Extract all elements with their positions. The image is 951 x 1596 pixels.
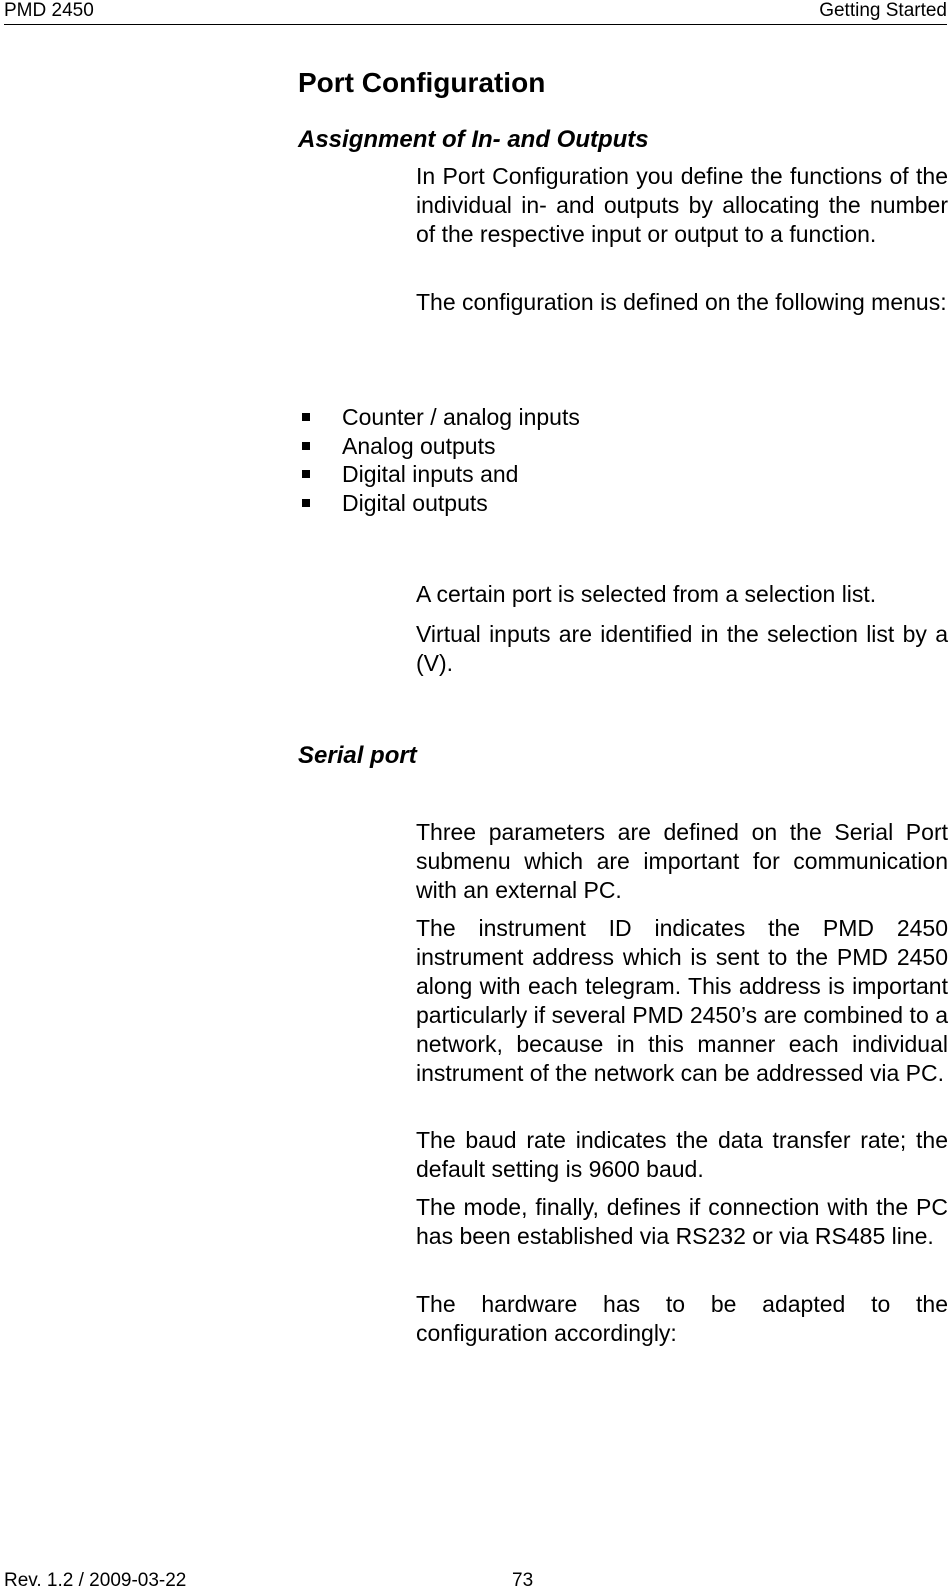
square-bullet-icon: [302, 470, 310, 478]
paragraph-serial-parameters: Three parameters are defined on the Serial Port submenu which are important for communication with an external PC.: [416, 819, 948, 903]
list-item: [300, 489, 580, 518]
paragraph-instrument-id: The instrument ID indicates the PMD 2450 instrument address which is sent to the PMD 2450 along with each telegram. This address is important particularly if several PMD 2450’s are combined to a network, because in this manner each individual instrument of the network can be addressed via PC.: [416, 915, 948, 1086]
paragraph-baud-rate: The baud rate indicates the data transfer rate; the default setting is 9600 baud.: [416, 1127, 948, 1182]
list-item: [300, 432, 580, 461]
list-item-label: Digital inputs and: [342, 461, 519, 487]
list-item-label: Digital outputs: [342, 489, 488, 516]
list-item-label: Counter / analog inputs: [342, 404, 580, 430]
header-chapter-name: Getting Started: [819, 0, 947, 21]
paragraph-selection-list: A certain port is selected from a selection list.: [416, 581, 877, 607]
paragraph-hardware: The hardware has to be adapted to the configuration accordingly:: [416, 1291, 948, 1346]
paragraph-intro: In Port Configuration you define the functions of the individual in- and outputs by allocating the number of the respective input or output to a function.: [416, 163, 948, 247]
page-number: 73: [512, 1570, 534, 1591]
section-heading-serial-port: Serial port: [298, 742, 417, 769]
square-bullet-icon: [302, 413, 310, 421]
list-item-label: Analog outputs: [342, 432, 496, 459]
page-header: [4, 0, 947, 25]
section-heading-assignment: Assignment of In- and Outputs: [298, 126, 649, 153]
menu-bullet-list: [300, 403, 580, 517]
paragraph-menus: The configuration is defined on the following menus:: [416, 289, 947, 315]
list-item: [300, 460, 580, 489]
square-bullet-icon: [302, 499, 310, 507]
paragraph-mode: The mode, finally, defines if connection with the PC has been established via RS232 or via RS485 line.: [416, 1194, 948, 1249]
list-item: [300, 403, 580, 432]
footer-revision: Rev. 1.2 / 2009-03-22: [4, 1570, 187, 1591]
page-title: Port Configuration: [298, 67, 546, 98]
paragraph-virtual-inputs: Virtual inputs are identified in the selection list by a (V).: [416, 621, 948, 676]
header-document-name: PMD 2450: [4, 0, 94, 21]
square-bullet-icon: [302, 442, 310, 450]
